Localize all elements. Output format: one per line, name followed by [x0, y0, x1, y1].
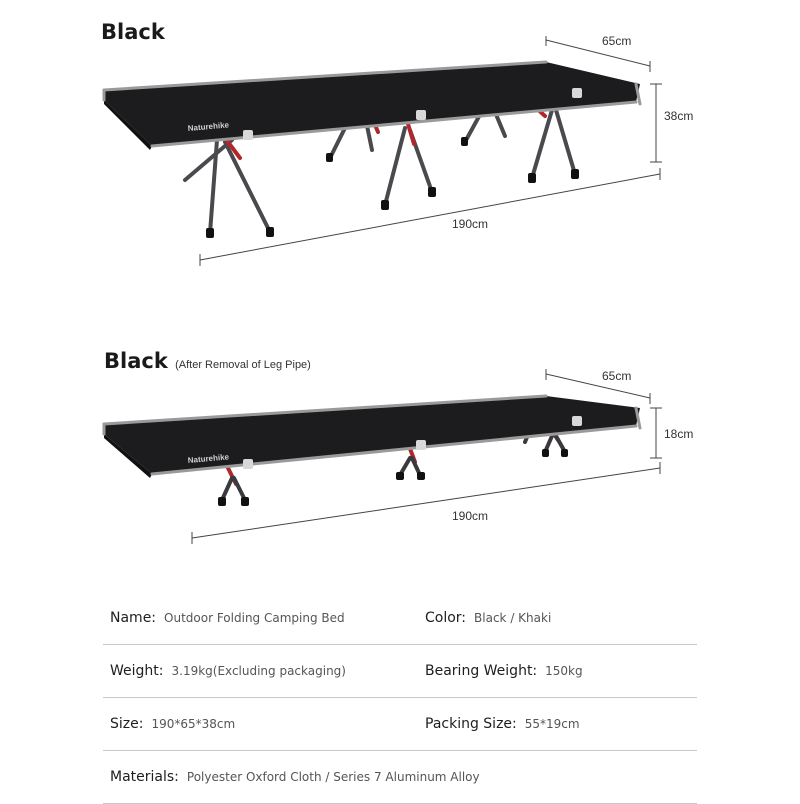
- section2-heading: Black (After Removal of Leg Pipe): [104, 349, 311, 373]
- spec-materials: [110, 751, 480, 803]
- spec-size-label: Size:: [110, 716, 144, 732]
- spec-size: [110, 698, 235, 750]
- spec-materials-value: Polyester Oxford Cloth / Series 7 Aluminum Alloy: [186, 770, 480, 784]
- spec-color-label: Color:: [425, 610, 467, 626]
- spec-bearing-weight-value: 150kg: [545, 664, 583, 678]
- cot1-width-label: 65cm: [602, 34, 632, 48]
- spec-packing-size: [425, 698, 580, 750]
- cot2-brand-logo: Naturehike: [187, 452, 230, 465]
- cot2-height-label: 18cm: [664, 427, 694, 441]
- spec-weight-value: 3.19kg(Excluding packaging): [171, 664, 346, 678]
- cot1-brand-logo: Naturehike: [187, 120, 230, 133]
- cot2-length-label: 190cm: [452, 509, 489, 523]
- cot2-width-label: 65cm: [602, 369, 632, 383]
- spec-name-value: Outdoor Folding Camping Bed: [164, 611, 345, 625]
- spec-bearing-weight-label: Bearing Weight:: [425, 663, 538, 679]
- spec-color-value: Black / Khaki: [474, 611, 552, 625]
- spec-weight-label: Weight:: [110, 663, 164, 679]
- spec-row-materials: [103, 751, 697, 804]
- spec-bearing-weight: [425, 645, 583, 697]
- spec-row-size: [103, 698, 697, 751]
- spec-name-label: Name:: [110, 610, 157, 626]
- spec-row-weight: [103, 645, 697, 698]
- spec-weight: [110, 645, 346, 697]
- cot1-length-label: 190cm: [452, 217, 489, 231]
- spec-size-value: 190*65*38cm: [151, 717, 236, 731]
- spec-color: [425, 592, 551, 644]
- spec-packing-size-label: Packing Size:: [425, 716, 517, 732]
- spec-row-name: [103, 592, 697, 645]
- section2-subheading: (After Removal of Leg Pipe): [175, 359, 311, 371]
- cot1-height-label: 38cm: [664, 109, 694, 123]
- spec-materials-label: Materials:: [110, 769, 179, 785]
- spec-packing-size-value: 55*19cm: [524, 717, 580, 731]
- section1-heading: Black: [101, 20, 165, 44]
- spec-name: [110, 592, 345, 644]
